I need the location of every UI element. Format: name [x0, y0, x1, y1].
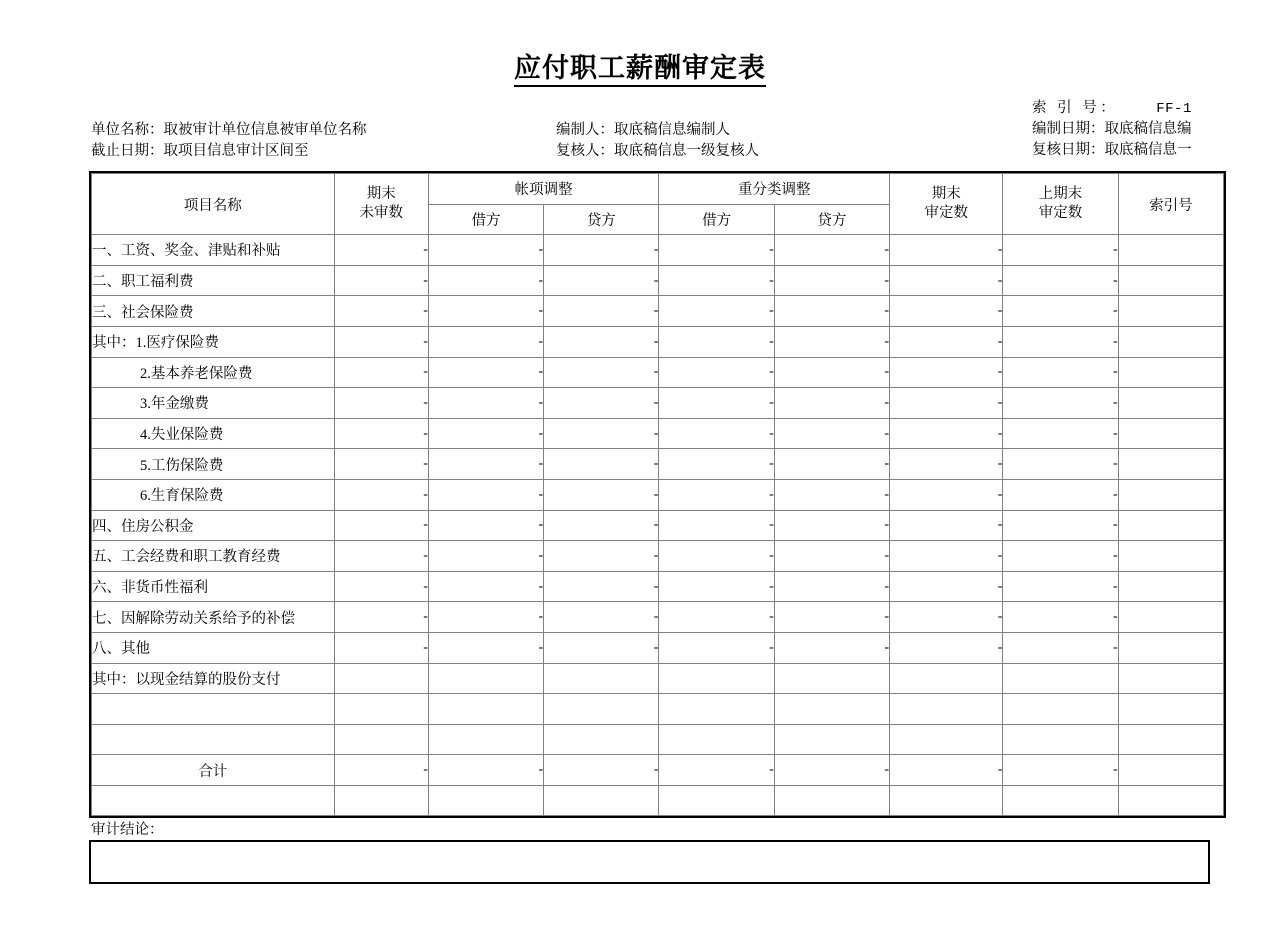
cell-account-debit[interactable]: - [428, 510, 543, 541]
cell-unaudited-closing[interactable]: - [334, 479, 428, 510]
cell-unaudited-closing[interactable]: - [334, 632, 428, 663]
row-item-name[interactable]: 6.生育保险费 [92, 479, 335, 510]
cell-account-debit[interactable]: - [428, 235, 543, 266]
row-item-name[interactable] [92, 724, 335, 755]
cell-prior-closing[interactable] [1003, 724, 1118, 755]
cell-account-credit[interactable] [544, 724, 659, 755]
cell-account-debit[interactable]: - [428, 449, 543, 480]
cell-audited-closing[interactable]: - [890, 326, 1003, 357]
table-row [92, 724, 1224, 755]
table-row [92, 541, 1224, 572]
cell-reclass-debit[interactable]: - [659, 541, 774, 572]
cell-account-debit[interactable]: - [428, 388, 543, 419]
col-header-account-adjust: 帐项调整 [428, 174, 659, 205]
table-row [92, 510, 1224, 541]
cell-audited-closing[interactable]: - [890, 235, 1003, 266]
cell-reclass-credit[interactable] [774, 663, 889, 694]
cell-account-debit[interactable]: - [428, 357, 543, 388]
cell-reclass-debit[interactable]: - [659, 388, 774, 419]
cell-audited-closing[interactable]: - [890, 418, 1003, 449]
cell-prior-closing[interactable]: - [1003, 510, 1118, 541]
page-title: 应付职工薪酬审定表 [514, 52, 766, 87]
cell-unaudited-closing[interactable]: - [334, 418, 428, 449]
table-row [92, 418, 1224, 449]
col-header-audited-closing [890, 174, 1003, 235]
cell-audited-closing[interactable]: - [890, 571, 1003, 602]
table-row [92, 571, 1224, 602]
cell-reclass-credit[interactable]: - [774, 479, 889, 510]
cell-reclass-credit[interactable]: - [774, 388, 889, 419]
row-item-name[interactable] [92, 694, 335, 725]
row-item-name[interactable]: 3.年金缴费 [92, 388, 335, 419]
cell-unaudited-closing[interactable]: - [334, 602, 428, 633]
cell-prior-closing[interactable] [1003, 785, 1118, 816]
row-item-name[interactable]: 四、住房公积金 [92, 510, 335, 541]
col-header-audited-closing-line2: 审定数 [924, 205, 968, 222]
cell-account-credit[interactable] [544, 694, 659, 725]
audit-table [91, 173, 1224, 816]
cell-reclass-credit[interactable]: - [774, 296, 889, 327]
cell-account-credit[interactable]: - [544, 479, 659, 510]
meta-index-no [1032, 98, 1192, 119]
cell-index-no[interactable] [1118, 755, 1223, 786]
row-item-name[interactable]: 其中：以现金结算的股份支付 [92, 663, 335, 694]
cell-unaudited-closing[interactable]: - [334, 235, 428, 266]
cell-index-no[interactable] [1118, 235, 1223, 266]
cell-prior-closing[interactable] [1003, 694, 1118, 725]
cell-account-credit[interactable]: - [544, 541, 659, 572]
cell-audited-closing[interactable]: - [890, 602, 1003, 633]
cell-account-credit[interactable] [544, 663, 659, 694]
cell-reclass-debit[interactable]: - [659, 602, 774, 633]
meta-entity-name-value: 取被审计单位信息被审单位名称 [163, 122, 367, 138]
cell-unaudited-closing[interactable] [334, 694, 428, 725]
meta-review-date [1032, 140, 1192, 161]
table-row [92, 479, 1224, 510]
cell-reclass-credit[interactable] [774, 694, 889, 725]
meta-reviewer [556, 141, 759, 162]
cell-reclass-debit[interactable]: - [659, 755, 774, 786]
cell-index-no[interactable] [1118, 663, 1223, 694]
cell-prior-closing[interactable]: - [1003, 755, 1118, 786]
cell-account-credit[interactable]: - [544, 632, 659, 663]
cell-index-no[interactable] [1118, 418, 1223, 449]
col-header-account-credit: 贷方 [544, 204, 659, 235]
cell-account-credit[interactable]: - [544, 326, 659, 357]
table-header-row-1 [92, 174, 1224, 205]
cell-account-debit[interactable] [428, 724, 543, 755]
meta-preparer [556, 120, 759, 141]
cell-audited-closing[interactable]: - [890, 479, 1003, 510]
cell-reclass-credit[interactable]: - [774, 541, 889, 572]
cell-prior-closing[interactable]: - [1003, 541, 1118, 572]
cell-index-no[interactable] [1118, 571, 1223, 602]
cell-account-credit[interactable]: - [544, 235, 659, 266]
cell-reclass-credit[interactable]: - [774, 510, 889, 541]
cell-unaudited-closing[interactable]: - [334, 449, 428, 480]
cell-account-credit[interactable]: - [544, 602, 659, 633]
cell-reclass-credit[interactable]: - [774, 326, 889, 357]
table-row [92, 388, 1224, 419]
cell-account-debit[interactable]: - [428, 571, 543, 602]
col-header-item-name: 项目名称 [92, 174, 335, 235]
meta-cutoff-date [91, 141, 367, 162]
table-row [92, 265, 1224, 296]
cell-reclass-credit[interactable]: - [774, 235, 889, 266]
cell-unaudited-closing[interactable]: - [334, 296, 428, 327]
cell-index-no[interactable] [1118, 265, 1223, 296]
meta-reviewer-value: 取底稿信息一级复核人 [614, 143, 759, 159]
table-row [92, 663, 1224, 694]
col-header-account-debit: 借方 [428, 204, 543, 235]
cell-account-debit[interactable]: - [428, 541, 543, 572]
cell-reclass-debit[interactable]: - [659, 510, 774, 541]
cell-reclass-credit[interactable]: - [774, 418, 889, 449]
cell-account-debit[interactable]: - [428, 265, 543, 296]
cell-index-no[interactable] [1118, 632, 1223, 663]
table-row [92, 326, 1224, 357]
row-item-name[interactable]: 三、社会保险费 [92, 296, 335, 327]
cell-reclass-credit[interactable]: - [774, 755, 889, 786]
cell-account-credit[interactable]: - [544, 510, 659, 541]
cell-unaudited-closing[interactable]: - [334, 541, 428, 572]
cell-account-credit[interactable]: - [544, 388, 659, 419]
cell-unaudited-closing[interactable]: - [334, 755, 428, 786]
table-row [92, 235, 1224, 266]
row-item-name[interactable]: 4.失业保险费 [92, 418, 335, 449]
cell-prior-closing[interactable]: - [1003, 571, 1118, 602]
cell-index-no[interactable] [1118, 510, 1223, 541]
cell-prior-closing[interactable]: - [1003, 388, 1118, 419]
row-item-name[interactable]: 五、工会经费和职工教育经费 [92, 541, 335, 572]
cell-reclass-debit[interactable]: - [659, 357, 774, 388]
cell-account-credit[interactable]: - [544, 571, 659, 602]
cell-index-no[interactable] [1118, 449, 1223, 480]
cell-reclass-debit[interactable]: - [659, 571, 774, 602]
cell-prior-closing[interactable]: - [1003, 602, 1118, 633]
cell-unaudited-closing[interactable]: - [334, 265, 428, 296]
cell-audited-closing[interactable]: - [890, 296, 1003, 327]
cell-reclass-debit[interactable]: - [659, 265, 774, 296]
cell-prior-closing[interactable]: - [1003, 632, 1118, 663]
cell-index-no[interactable] [1118, 326, 1223, 357]
cell-account-credit[interactable]: - [544, 296, 659, 327]
col-header-unaudited-closing [334, 174, 428, 235]
cell-account-debit[interactable]: - [428, 418, 543, 449]
cell-unaudited-closing[interactable] [334, 663, 428, 694]
cell-unaudited-closing[interactable] [334, 785, 428, 816]
cell-unaudited-closing[interactable]: - [334, 388, 428, 419]
cell-reclass-debit[interactable]: - [659, 235, 774, 266]
cell-audited-closing[interactable] [890, 724, 1003, 755]
table-row [92, 449, 1224, 480]
meta-cutoff-date-value: 取项目信息审计区间至 [163, 143, 309, 159]
meta-column-middle [556, 120, 759, 162]
cell-reclass-credit[interactable] [774, 785, 889, 816]
meta-index-no-label: 索 引 号： [1032, 100, 1119, 116]
cell-reclass-debit[interactable]: - [659, 479, 774, 510]
cell-reclass-credit[interactable]: - [774, 632, 889, 663]
cell-audited-closing[interactable]: - [890, 541, 1003, 572]
cell-audited-closing[interactable]: - [890, 755, 1003, 786]
table-row [92, 296, 1224, 327]
cell-audited-closing[interactable] [890, 694, 1003, 725]
cell-index-no[interactable] [1118, 694, 1223, 725]
cell-unaudited-closing[interactable]: - [334, 326, 428, 357]
cell-prior-closing[interactable] [1003, 663, 1118, 694]
audit-conclusion-box[interactable] [89, 840, 1210, 884]
row-item-name[interactable]: 七、因解除劳动关系给予的补偿 [92, 602, 335, 633]
cell-audited-closing[interactable] [890, 785, 1003, 816]
meta-entity-name-label: 单位名称： [91, 122, 164, 138]
cell-index-no[interactable] [1118, 296, 1223, 327]
cell-account-debit[interactable] [428, 785, 543, 816]
cell-reclass-debit[interactable]: - [659, 418, 774, 449]
cell-prior-closing[interactable]: - [1003, 418, 1118, 449]
row-item-name[interactable]: 5.工伤保险费 [92, 449, 335, 480]
col-header-index-no: 索引号 [1118, 174, 1223, 235]
cell-unaudited-closing[interactable]: - [334, 357, 428, 388]
cell-audited-closing[interactable]: - [890, 510, 1003, 541]
table-row [92, 755, 1224, 786]
cell-index-no[interactable] [1118, 541, 1223, 572]
cell-audited-closing[interactable]: - [890, 449, 1003, 480]
audit-table-container [89, 171, 1226, 818]
cell-account-credit[interactable]: - [544, 357, 659, 388]
cell-index-no[interactable] [1118, 602, 1223, 633]
meta-index-no-value: FF-1 [1156, 101, 1192, 117]
row-item-name[interactable]: 其中：1.医疗保险费 [92, 326, 335, 357]
table-row [92, 694, 1224, 725]
col-header-prior-closing-line1: 上期末 [1038, 186, 1083, 203]
col-header-unaudited-closing-line2: 未审数 [359, 205, 403, 222]
cell-account-credit[interactable]: - [544, 449, 659, 480]
cell-prior-closing[interactable]: - [1003, 479, 1118, 510]
table-row [92, 785, 1224, 816]
cell-account-debit[interactable]: - [428, 326, 543, 357]
row-item-name[interactable]: 合计 [92, 755, 335, 786]
cell-account-debit[interactable]: - [428, 479, 543, 510]
col-header-reclass-credit: 贷方 [774, 204, 889, 235]
cell-account-credit[interactable]: - [544, 418, 659, 449]
cell-reclass-credit[interactable]: - [774, 357, 889, 388]
row-item-name[interactable]: 一、工资、奖金、津贴和补贴 [92, 235, 335, 266]
cell-prior-closing[interactable]: - [1003, 326, 1118, 357]
cell-prior-closing[interactable]: - [1003, 449, 1118, 480]
cell-prior-closing[interactable]: - [1003, 235, 1118, 266]
cell-account-debit[interactable]: - [428, 755, 543, 786]
cell-account-debit[interactable] [428, 663, 543, 694]
cell-index-no[interactable] [1118, 479, 1223, 510]
cell-unaudited-closing[interactable] [334, 724, 428, 755]
meta-preparer-label: 编制人： [556, 122, 614, 138]
col-header-reclass-adjust: 重分类调整 [659, 174, 890, 205]
row-item-name[interactable]: 二、职工福利费 [92, 265, 335, 296]
meta-preparer-value: 取底稿信息编制人 [614, 122, 730, 138]
meta-cutoff-date-label: 截止日期： [91, 143, 164, 159]
row-item-name[interactable]: 八、其他 [92, 632, 335, 663]
cell-reclass-debit[interactable] [659, 785, 774, 816]
cell-audited-closing[interactable] [890, 663, 1003, 694]
meta-review-date-label: 复核日期： [1032, 142, 1105, 158]
cell-reclass-debit[interactable]: - [659, 326, 774, 357]
cell-reclass-debit[interactable]: - [659, 632, 774, 663]
col-header-prior-closing-line2: 审定数 [1038, 205, 1083, 222]
meta-entity-name [91, 120, 367, 141]
cell-index-no[interactable] [1118, 785, 1223, 816]
cell-prior-closing[interactable]: - [1003, 265, 1118, 296]
cell-account-debit[interactable]: - [428, 632, 543, 663]
col-header-audited-closing-line1: 期末 [931, 186, 961, 203]
meta-review-date-value: 取底稿信息一 [1104, 142, 1192, 158]
cell-prior-closing[interactable]: - [1003, 296, 1118, 327]
meta-prepare-date-label: 编制日期： [1032, 121, 1105, 137]
cell-audited-closing[interactable]: - [890, 632, 1003, 663]
cell-reclass-credit[interactable]: - [774, 602, 889, 633]
audit-table-body [92, 235, 1224, 816]
cell-audited-closing[interactable]: - [890, 357, 1003, 388]
cell-reclass-credit[interactable]: - [774, 449, 889, 480]
meta-prepare-date-value: 取底稿信息编 [1104, 121, 1192, 137]
table-row [92, 632, 1224, 663]
col-header-unaudited-closing-line1: 期末 [366, 186, 396, 203]
header-meta [0, 100, 1280, 166]
cell-account-debit[interactable] [428, 694, 543, 725]
cell-index-no[interactable] [1118, 388, 1223, 419]
table-row [92, 602, 1224, 633]
cell-reclass-debit[interactable]: - [659, 296, 774, 327]
page-title-container [0, 52, 1280, 87]
cell-reclass-debit[interactable] [659, 694, 774, 725]
cell-prior-closing[interactable]: - [1003, 357, 1118, 388]
cell-unaudited-closing[interactable]: - [334, 571, 428, 602]
cell-account-credit[interactable] [544, 785, 659, 816]
audit-table-head [92, 174, 1224, 235]
cell-reclass-credit[interactable]: - [774, 265, 889, 296]
cell-reclass-credit[interactable]: - [774, 571, 889, 602]
row-item-name[interactable]: 2.基本养老保险费 [92, 357, 335, 388]
cell-audited-closing[interactable]: - [890, 265, 1003, 296]
cell-unaudited-closing[interactable]: - [334, 510, 428, 541]
cell-index-no[interactable] [1118, 724, 1223, 755]
cell-account-debit[interactable]: - [428, 602, 543, 633]
cell-index-no[interactable] [1118, 357, 1223, 388]
cell-audited-closing[interactable]: - [890, 388, 1003, 419]
audit-conclusion-label: 审计结论： [91, 822, 164, 838]
cell-reclass-debit[interactable] [659, 724, 774, 755]
cell-reclass-debit[interactable]: - [659, 449, 774, 480]
col-header-reclass-debit: 借方 [659, 204, 774, 235]
cell-account-credit[interactable]: - [544, 265, 659, 296]
cell-account-credit[interactable]: - [544, 755, 659, 786]
cell-reclass-debit[interactable] [659, 663, 774, 694]
meta-prepare-date [1032, 119, 1192, 140]
table-row [92, 357, 1224, 388]
cell-account-debit[interactable]: - [428, 296, 543, 327]
col-header-prior-closing [1003, 174, 1118, 235]
meta-column-left [91, 120, 367, 162]
row-item-name[interactable]: 六、非货币性福利 [92, 571, 335, 602]
meta-reviewer-label: 复核人： [556, 143, 614, 159]
meta-column-right [1032, 98, 1192, 161]
row-item-name[interactable] [92, 785, 335, 816]
cell-reclass-credit[interactable] [774, 724, 889, 755]
